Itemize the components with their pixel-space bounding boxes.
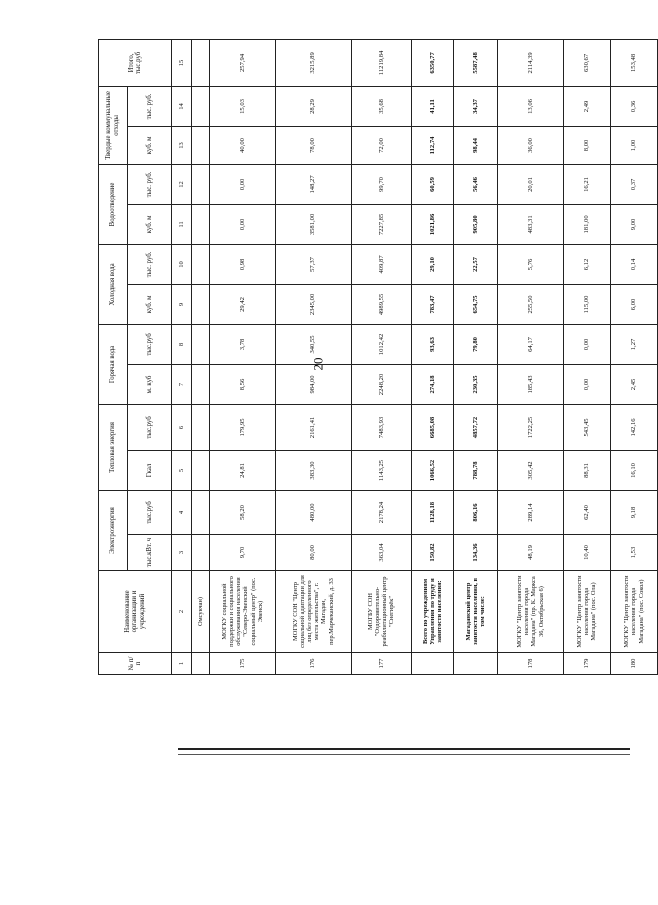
organization-name: МОГКУ социальной поддержки и социального обслуживания населения "Северо-Эвенский социальный центр" (пос. Эвенск) xyxy=(210,571,275,653)
value-cell: 1021,86 xyxy=(411,204,453,244)
table-row xyxy=(453,39,498,674)
utilities-table xyxy=(98,39,658,675)
value-cell: 64,17 xyxy=(498,324,563,364)
value-cell: 22,57 xyxy=(453,244,498,284)
value-cell: 9,00 xyxy=(610,204,657,244)
value-cell: 905,80 xyxy=(453,204,498,244)
value-cell: 181,00 xyxy=(563,204,610,244)
value-cell: 35,68 xyxy=(351,86,411,126)
column-index-cell: 1 xyxy=(172,653,192,675)
horizontal-rule xyxy=(178,748,630,750)
value-cell: 2248,20 xyxy=(351,364,411,404)
value-cell: 134,36 xyxy=(453,535,498,571)
column-index-cell: 12 xyxy=(172,164,192,204)
value-cell: 783,47 xyxy=(411,284,453,324)
organization-name: МОГБУ СОН "Оздоровительно-реабилитационный центр "Снегирёк" xyxy=(351,571,411,653)
value-cell: 62,40 xyxy=(563,490,610,534)
header-name: Наименование организации и учреждений xyxy=(99,571,172,653)
organization-name: Магаданский центр занятости населения, в том числе: xyxy=(453,571,498,653)
row-number: 176 xyxy=(275,653,351,675)
row-number: 179 xyxy=(563,653,610,675)
value-cell: 1012,42 xyxy=(351,324,411,364)
value-cell: 115,00 xyxy=(563,284,610,324)
value-cell: 0,00 xyxy=(210,164,275,204)
value-cell: 6685,08 xyxy=(411,404,453,450)
row-number: 178 xyxy=(498,653,563,675)
value-cell: 483,31 xyxy=(498,204,563,244)
horizontal-rule-thin xyxy=(178,754,630,755)
column-index-cell: 9 xyxy=(172,284,192,324)
page-number: 20 xyxy=(310,357,326,371)
value-cell: 1,00 xyxy=(610,126,657,164)
header-total: Итого, тыс.руб xyxy=(99,39,172,86)
value-cell: 20,01 xyxy=(498,164,563,204)
value-cell: 305,42 xyxy=(498,450,563,490)
district-name: Омсукчан) xyxy=(191,571,209,653)
value-cell: 0,00 xyxy=(210,204,275,244)
column-index-cell: 8 xyxy=(172,324,192,364)
value-cell: 7227,85 xyxy=(351,204,411,244)
value-cell: 2114,39 xyxy=(498,39,563,86)
value-cell: 34,37 xyxy=(453,86,498,126)
value-cell: 363,04 xyxy=(351,535,411,571)
value-cell: 6,00 xyxy=(610,284,657,324)
unit-cell: куб. м xyxy=(127,126,172,164)
value-cell: 16,21 xyxy=(563,164,610,204)
row-number xyxy=(411,653,453,675)
value-cell: 2345,00 xyxy=(275,284,351,324)
value-cell: 150,82 xyxy=(411,535,453,571)
value-cell: 60,59 xyxy=(411,164,453,204)
organization-name: Всего по учреждениям Управления по труду и занятости населения: xyxy=(411,571,453,653)
value-cell: 0,36 xyxy=(610,86,657,126)
value-cell: 274,18 xyxy=(411,364,453,404)
value-cell: 543,45 xyxy=(563,404,610,450)
value-cell: 15,03 xyxy=(210,86,275,126)
unit-cell: тыс. руб. xyxy=(127,86,172,126)
value-cell: 1066,52 xyxy=(411,450,453,490)
value-cell: 0,14 xyxy=(610,244,657,284)
unit-cell: Гкал xyxy=(127,450,172,490)
value-cell: 1722,25 xyxy=(498,404,563,450)
value-cell: 4857,72 xyxy=(453,404,498,450)
organization-name: МОГКУ СОН "Центр социальной адаптации для лиц без определенного места жительства", г. Магадан, пер.Марчеканский, д. 33 xyxy=(275,571,351,653)
value-cell: 36,00 xyxy=(498,126,563,164)
unit-cell: куб. м xyxy=(127,284,172,324)
column-index-cell: 4 xyxy=(172,490,192,534)
header-electricity: Электроэнергия xyxy=(99,490,128,570)
value-cell: 0,98 xyxy=(210,244,275,284)
value-cell: 9,18 xyxy=(610,490,657,534)
value-cell: 79,80 xyxy=(453,324,498,364)
value-cell: 153,48 xyxy=(610,39,657,86)
value-cell: 148,27 xyxy=(275,164,351,204)
unit-cell: м. куб xyxy=(127,364,172,404)
value-cell: 2,49 xyxy=(563,86,610,126)
value-cell: 99,70 xyxy=(351,164,411,204)
value-cell: 409,87 xyxy=(351,244,411,284)
value-cell: 630,67 xyxy=(563,39,610,86)
header-hot-water: Горячая вода xyxy=(99,324,128,404)
value-cell: 1,27 xyxy=(610,324,657,364)
value-cell: 0,00 xyxy=(563,324,610,364)
value-cell: 230,35 xyxy=(453,364,498,404)
row-number: 175 xyxy=(210,653,275,675)
value-cell: 57,37 xyxy=(275,244,351,284)
value-cell: 179,95 xyxy=(210,404,275,450)
header-drainage: Водоотведение xyxy=(99,164,128,244)
unit-cell: тыс.кВт. ч xyxy=(127,535,172,571)
value-cell: 10,40 xyxy=(563,535,610,571)
value-cell: 4989,55 xyxy=(351,284,411,324)
column-index-cell: 11 xyxy=(172,204,192,244)
column-index-cell: 7 xyxy=(172,364,192,404)
column-index-cell: 15 xyxy=(172,39,192,86)
row-number: 177 xyxy=(351,653,411,675)
value-cell: 29,10 xyxy=(411,244,453,284)
value-cell: 8,56 xyxy=(210,364,275,404)
column-index-cell: 3 xyxy=(172,535,192,571)
value-cell: 5,76 xyxy=(498,244,563,284)
value-cell: 2161,41 xyxy=(275,404,351,450)
column-index-cell: 2 xyxy=(172,571,192,653)
value-cell: 58,20 xyxy=(210,490,275,534)
column-index-row xyxy=(172,39,192,674)
unit-cell: тыс.руб xyxy=(127,490,172,534)
value-cell: 48,19 xyxy=(498,535,563,571)
value-cell: 40,00 xyxy=(210,126,275,164)
value-cell: 1,53 xyxy=(610,535,657,571)
value-cell: 16,10 xyxy=(610,450,657,490)
table-row xyxy=(610,39,657,674)
unit-cell: тыс.руб xyxy=(127,404,172,450)
organization-name: МОГКУ "Центр занятости населения города Магадана" (пос. Сокол) xyxy=(610,571,657,653)
value-cell: 11219,84 xyxy=(351,39,411,86)
value-cell: 788,78 xyxy=(453,450,498,490)
column-index-cell: 5 xyxy=(172,450,192,490)
header-solid-waste: Твердые коммунальные отходы xyxy=(99,86,128,164)
organization-name: МОГКУ "Центр занятости населения города Магадана" (пр. К. Маркса 36, Октябрьская 6) xyxy=(498,571,563,653)
column-index-cell: 14 xyxy=(172,86,192,126)
value-cell: 112,74 xyxy=(411,126,453,164)
value-cell: 78,00 xyxy=(275,126,351,164)
value-cell: 1128,18 xyxy=(411,490,453,534)
column-index-cell: 6 xyxy=(172,404,192,450)
value-cell: 1143,25 xyxy=(351,450,411,490)
table-row xyxy=(563,39,610,674)
value-cell: 72,00 xyxy=(351,126,411,164)
value-cell: 29,42 xyxy=(210,284,275,324)
value-cell: 984,00 xyxy=(275,364,351,404)
value-cell: 3,78 xyxy=(210,324,275,364)
district-row xyxy=(191,39,209,674)
header-heat: Тепловая энергия xyxy=(99,404,128,490)
value-cell: 806,16 xyxy=(453,490,498,534)
value-cell: 5587,48 xyxy=(453,39,498,86)
value-cell: 9,70 xyxy=(210,535,275,571)
value-cell: 383,30 xyxy=(275,450,351,490)
value-cell: 255,50 xyxy=(498,284,563,324)
value-cell: 257,94 xyxy=(210,39,275,86)
value-cell: 88,31 xyxy=(563,450,610,490)
unit-cell: тыс. руб. xyxy=(127,244,172,284)
unit-cell: тыс.руб xyxy=(127,324,172,364)
table-row xyxy=(498,39,563,674)
table-container xyxy=(98,40,658,675)
value-cell: 654,75 xyxy=(453,284,498,324)
organization-name: МОГКУ "Центр занятости населения города Магадана" (пос. Ола) xyxy=(563,571,610,653)
value-cell: 3581,00 xyxy=(275,204,351,244)
unit-cell: куб. м xyxy=(127,204,172,244)
value-cell: 24,81 xyxy=(210,450,275,490)
value-cell: 98,44 xyxy=(453,126,498,164)
value-cell: 340,55 xyxy=(275,324,351,364)
table-body xyxy=(210,39,658,674)
value-cell: 7483,93 xyxy=(351,404,411,450)
value-cell: 6,12 xyxy=(563,244,610,284)
district-num xyxy=(191,653,209,675)
table-row xyxy=(275,39,351,674)
value-cell: 13,06 xyxy=(498,86,563,126)
value-cell: 28,29 xyxy=(275,86,351,126)
column-index-cell: 13 xyxy=(172,126,192,164)
value-cell: 2178,24 xyxy=(351,490,411,534)
value-cell: 480,00 xyxy=(275,490,351,534)
column-index-cell: 10 xyxy=(172,244,192,284)
value-cell: 80,00 xyxy=(275,535,351,571)
value-cell: 0,00 xyxy=(563,364,610,404)
value-cell: 289,14 xyxy=(498,490,563,534)
value-cell: 8,00 xyxy=(563,126,610,164)
value-cell: 3215,89 xyxy=(275,39,351,86)
value-cell: 185,43 xyxy=(498,364,563,404)
unit-cell: тыс. руб. xyxy=(127,164,172,204)
table-row xyxy=(210,39,275,674)
value-cell: 56,46 xyxy=(453,164,498,204)
value-cell: 41,11 xyxy=(411,86,453,126)
value-cell: 6350,77 xyxy=(411,39,453,86)
table-row xyxy=(411,39,453,674)
value-cell: 93,63 xyxy=(411,324,453,364)
header-cold-water: Холодная вода xyxy=(99,244,128,324)
header-num: № п/п xyxy=(99,653,172,675)
value-cell: 142,16 xyxy=(610,404,657,450)
table-row xyxy=(351,39,411,674)
row-number xyxy=(453,653,498,675)
value-cell: 2,45 xyxy=(610,364,657,404)
value-cell: 0,37 xyxy=(610,164,657,204)
row-number: 180 xyxy=(610,653,657,675)
